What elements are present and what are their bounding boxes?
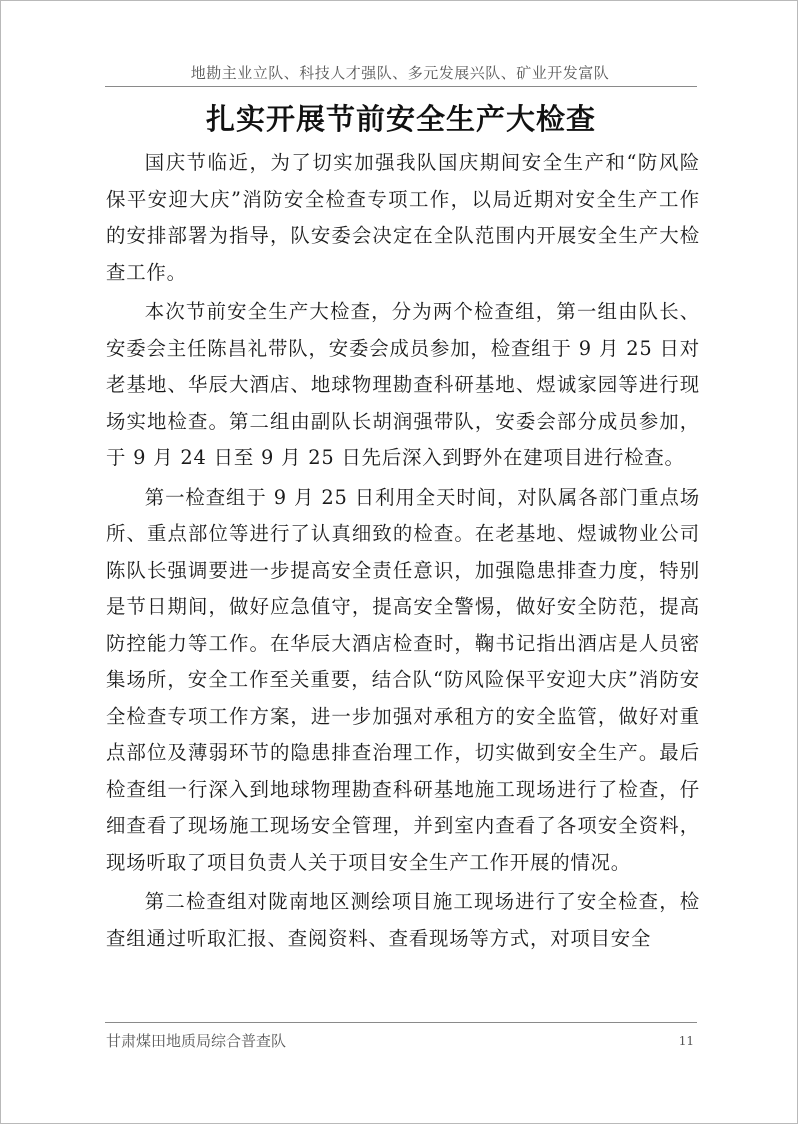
page-title: 扎实开展节前安全生产大检查	[205, 102, 596, 136]
header-slogan: 地勘主业立队、科技人才强队、多元发展兴队、矿业开发富队	[190, 64, 610, 82]
footer-divider	[105, 1022, 697, 1023]
header-divider	[105, 86, 697, 87]
paragraph-2: 本次节前安全生产大检查，分为两个检查组，第一组由队长、安委会主任陈昌礼带队，安委会成员参加，检查组于 9 月 25 日对老基地、华辰大酒店、地球物理勘查科研基地、煜诚家园等进行现场实地检查。第二组由副队长胡润强带队，安委会部分成员参加，于 9 月 24 日至 9 月 25 日先后深入到野外在建项目进行检查。	[106, 300, 700, 469]
footer-organization: 甘肃煤田地质局综合普查队	[106, 1032, 287, 1050]
document-body	[106, 145, 700, 957]
paragraph-3: 第一检查组于 9 月 25 日利用全天时间，对队属各部门重点场所、重点部位等进行了认真细致的检查。在老基地、煜诚物业公司陈队长强调要进一步提高安全责任意识，加强隐患排查力度，特别是节日期间，做好应急值守，提高安全警惕，做好安全防范，提高防控能力等工作。在华辰大酒店检查时，鞠书记指出酒店是人员密集场所，安全工作至关重要，结合队“防风险保平安迎大庆”消防安全检查专项工作方案，进一步加强对承租方的安全监管，做好对重点部位及薄弱环节的隐患排查治理工作，切实做到安全生产。最后检查组一行深入到地球物理勘查科研基地施工现场进行了检查，仔细查看了现场施工现场安全管理，并到室内查看了各项安全资料，现场听取了项目负责人关于项目安全生产工作开展的情况。	[106, 485, 700, 874]
page-number: 11	[678, 1034, 694, 1048]
paragraph-4: 第二检查组对陇南地区测绘项目施工现场进行了安全检查，检查组通过听取汇报、查阅资料、查看现场等方式，对项目安全	[106, 890, 700, 950]
paragraph-1: 国庆节临近，为了切实加强我队国庆期间安全生产和“防风险保平安迎大庆”消防安全检查专项工作，以局近期对安全生产工作的安排部署为指导，队安委会决定在全队范围内开展安全生产大检查工作。	[106, 151, 700, 284]
